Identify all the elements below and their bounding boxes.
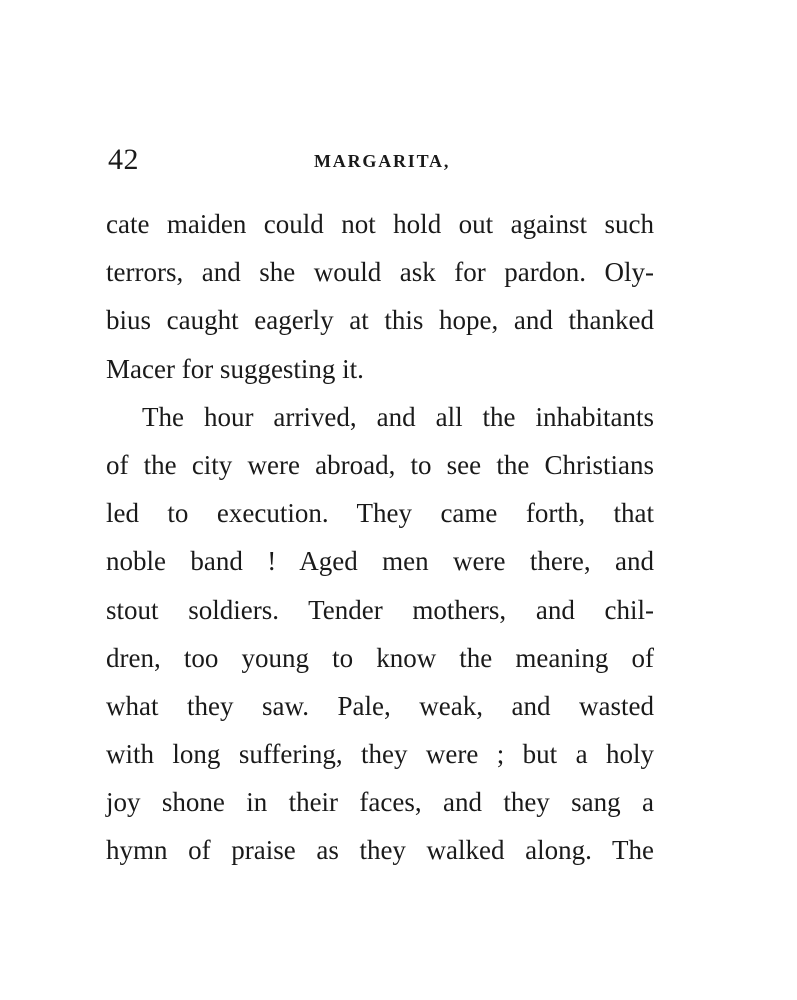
text-line: joy shone in their faces, and they sang a xyxy=(106,787,654,818)
text-line: stout soldiers. Tender mothers, and chil- xyxy=(106,594,654,625)
text-line: bius caught eagerly at this hope, and thanked xyxy=(106,305,654,336)
text-line: dren, too young to know the meaning of xyxy=(106,642,654,673)
text-line: terrors, and she would ask for pardon. Oly- xyxy=(106,257,654,288)
body-text xyxy=(106,200,654,875)
page-number: 42 xyxy=(108,143,139,176)
paragraph-end-line: Macer for suggesting it. xyxy=(106,353,364,384)
text-line: cate maiden could not hold out against such xyxy=(106,209,654,239)
paragraph-start-line: The hour arrived, and all the inhabitants xyxy=(142,401,654,432)
running-title: MARGARITA, xyxy=(314,151,451,171)
text-line: hymn of praise as they walked along. The xyxy=(106,835,654,866)
text-line: of the city were abroad, to see the Christians xyxy=(106,449,654,480)
text-line: what they saw. Pale, weak, and wasted xyxy=(106,690,654,721)
running-head xyxy=(108,142,653,178)
text-line: with long suffering, they were ; but a holy xyxy=(106,739,654,770)
text-line: led to execution. They came forth, that xyxy=(106,498,654,529)
text-line: noble band ! Aged men were there, and xyxy=(106,546,654,577)
